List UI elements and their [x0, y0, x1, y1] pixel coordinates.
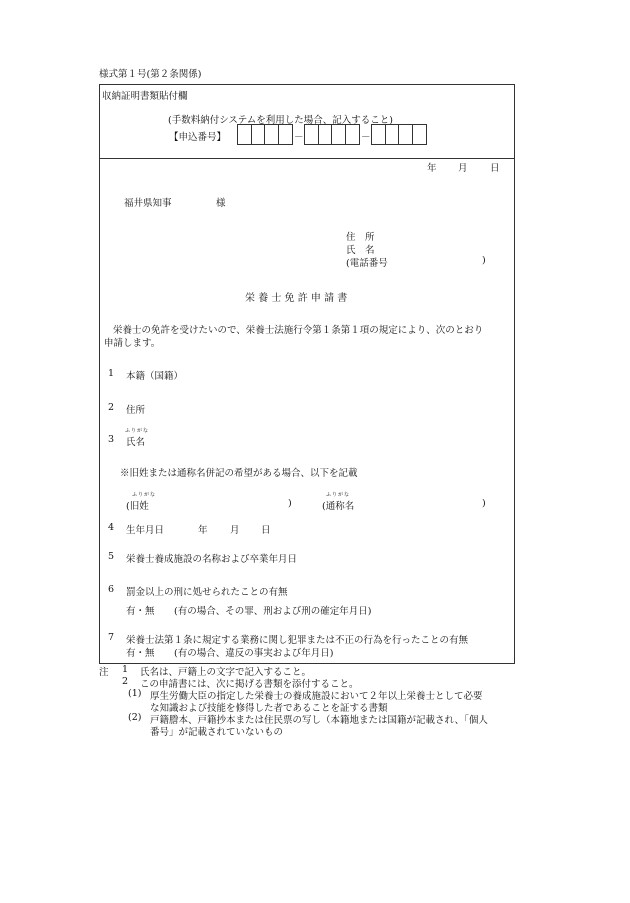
subnote-1-number: (1) [128, 688, 142, 699]
item-5-number: 5 [108, 551, 115, 562]
phone-label: (電話番号 [346, 258, 388, 269]
note-1-number: 1 [122, 664, 129, 675]
digit-box[interactable] [386, 125, 400, 144]
alias-name-furigana: ふりがな [326, 492, 351, 498]
item-2-text: 住所 [126, 405, 146, 416]
old-name-furigana: ふりがな [132, 492, 157, 498]
item-5-text: 栄養士養成施設の名称および卒業年月日 [126, 554, 298, 565]
addressee-honorific: 様 [216, 198, 226, 209]
digit-box[interactable] [346, 125, 359, 144]
application-number-label: 【申込番号】 [169, 132, 227, 143]
item-7-text: 栄養士法第１条に規定する業務に関し犯罪または不正の行為を行ったことの有無 [126, 635, 469, 646]
date-day: 日 [490, 163, 500, 174]
intro-line-1: 栄養士の免許を受けたいので、栄養士法施行令第１条第１項の規定により、次のとおり [113, 325, 484, 336]
note-2-number: 2 [122, 676, 129, 687]
subnote-1-line-1: 厚生労働大臣の指定した栄養士の養成施設において２年以上栄養士として必要 [150, 691, 483, 702]
item-6-number: 6 [108, 584, 115, 595]
item-7-number: 7 [108, 632, 115, 643]
item-6-detail: (有の場合、その罪、刑および刑の確定年月日) [174, 606, 372, 617]
subnote-1-line-2: な知識および技能を修得した者であることを証する書類 [150, 703, 388, 714]
form-label: 様式第１号(第２条関係) [99, 69, 202, 80]
digit-box[interactable] [238, 125, 252, 144]
date-year: 年 [427, 163, 437, 174]
stamp-area-title: 収納証明書類貼付欄 [102, 91, 188, 102]
addressee-name: 福井県知事 [124, 198, 172, 209]
application-number-group-3[interactable] [371, 124, 427, 145]
item-3-furigana: ふりがな [125, 428, 150, 434]
alias-name-close: ) [482, 498, 486, 509]
birth-month: 月 [230, 525, 240, 536]
item-1-text: 本籍（国籍） [126, 371, 184, 382]
subnote-2-line-2: 番号」が記載されていないもの [150, 727, 284, 738]
application-number-group-2[interactable] [304, 124, 360, 145]
name-label: 氏 名 [346, 245, 375, 256]
item-7-answer: 有・無 [126, 648, 155, 659]
item-1-number: 1 [108, 368, 115, 379]
digit-box[interactable] [252, 125, 266, 144]
application-form [99, 84, 515, 664]
date-month: 月 [458, 163, 468, 174]
digit-box[interactable] [305, 125, 319, 144]
digit-box[interactable] [399, 125, 413, 144]
old-name-close: ) [288, 498, 292, 509]
note-2-text: この申請書には、次に掲げる書類を添付すること。 [140, 679, 359, 690]
item-6-answer: 有・無 [126, 606, 155, 617]
old-name-note: ※旧姓または通称名併記の希望がある場合、以下を記載 [120, 468, 358, 479]
address-label: 住 所 [346, 232, 375, 243]
digit-box[interactable] [413, 125, 426, 144]
digit-box[interactable] [319, 125, 333, 144]
number-separator: － [361, 132, 371, 143]
item-3-number: 3 [108, 434, 115, 445]
alias-name-label: (通称名 [322, 501, 355, 512]
item-7-detail: (有の場合、違反の事実および年月日) [174, 648, 334, 659]
notes-prefix: 注 [99, 667, 109, 678]
digit-box[interactable] [372, 125, 386, 144]
item-4-text: 生年月日 [126, 525, 165, 536]
number-separator: － [294, 132, 304, 143]
item-4-number: 4 [108, 522, 115, 533]
application-number-group-1[interactable] [237, 124, 293, 145]
phone-close: ) [482, 255, 486, 266]
stamp-area-note: (手数料納付システムを利用した場合、記入すること) [168, 115, 393, 126]
item-6-text: 罰金以上の刑に処せられたことの有無 [126, 587, 288, 598]
old-name-label: (旧姓 [126, 501, 149, 512]
digit-box[interactable] [279, 125, 292, 144]
digit-box[interactable] [265, 125, 279, 144]
subnote-2-line-1: 戸籍謄本、戸籍抄本または住民票の写し（本籍地または国籍が記載され、「個人 [150, 715, 488, 726]
document-title: 栄 養 士 免 許 申 請 書 [245, 293, 348, 304]
intro-line-2: 申請します。 [104, 338, 161, 349]
birth-day: 日 [261, 525, 271, 536]
item-2-number: 2 [108, 402, 115, 413]
subnote-2-number: (2) [128, 712, 142, 723]
section-divider [100, 158, 514, 159]
digit-box[interactable] [332, 125, 346, 144]
note-1-text: 氏名は、戸籍上の文字で記入すること。 [140, 667, 312, 678]
item-3-text: 氏名 [126, 437, 146, 448]
birth-year: 年 [198, 525, 208, 536]
